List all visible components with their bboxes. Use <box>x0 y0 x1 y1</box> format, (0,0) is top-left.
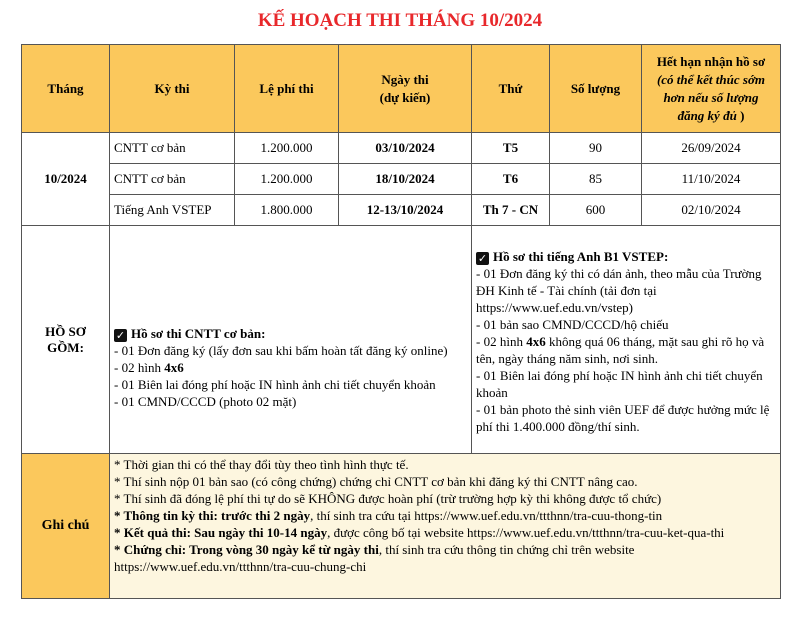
weekday-cell: T6 <box>472 164 550 195</box>
cntt-dossier-title: ✓ Hồ sơ thi CNTT cơ bản: <box>115 326 266 342</box>
header-month: Tháng <box>22 45 110 133</box>
checkbox-icon: ✓ <box>115 329 126 342</box>
table-row <box>22 164 781 195</box>
vstep-item-5: - 01 bản photo thẻ sinh viên UEF để được hưởng mức lệ phí thi 1.400.000 đồng/thí sinh. <box>476 401 770 434</box>
vstep-item-4: - 01 Biên lai đóng phí hoặc IN hình ảnh chi tiết chuyển khoản <box>476 367 763 400</box>
vstep-dossier-cell <box>472 226 781 454</box>
header-fee: Lệ phí thi <box>235 45 339 133</box>
note-line-4: * Thông tin kỳ thi: trước thi 2 ngày, thí sinh tra cứu tại https://www.uef.edu.vn/ttthnn/tra-cuu-thong-tin <box>114 508 663 523</box>
cntt-dossier-cell <box>110 226 472 454</box>
table-header-row <box>22 45 781 133</box>
date-cell: 12-13/10/2024 <box>339 195 472 226</box>
header-date-line1: Ngày thi <box>381 71 429 87</box>
vstep-item-2: - 01 bản sao CMND/CCCD/hộ chiếu <box>476 316 669 332</box>
dossier-label <box>22 226 110 454</box>
quantity-cell: 90 <box>550 133 642 164</box>
fee-cell: 1.800.000 <box>235 195 339 226</box>
deadline-cell: 11/10/2024 <box>642 164 781 195</box>
quantity-cell: 85 <box>550 164 642 195</box>
header-deadline <box>642 45 781 133</box>
vstep-dossier <box>476 245 776 435</box>
dossier-label-line1: HỒ SƠ <box>45 323 86 339</box>
fee-cell: 1.200.000 <box>235 133 339 164</box>
dossier-label-line2: GỒM: <box>47 339 84 355</box>
header-exam: Kỳ thi <box>110 45 235 133</box>
note-line-3: * Thí sinh đã đóng lệ phí thi tự do sẽ KHÔNG được hoàn phí (trừ trường hợp kỳ thi không được tổ chức) <box>114 491 662 506</box>
note-line-5: * Kết quả thi: Sau ngày thi 10-14 ngày, được công bố tại website https://www.uef.edu.vn/ttthnn/tra-cuu-ket-qua-thi <box>114 525 725 540</box>
header-weekday: Thứ <box>472 45 550 133</box>
vstep-item-3: - 02 hình 4x6 không quá 06 tháng, mặt sau ghi rõ họ và tên, ngày tháng năm sinh, nơi sinh. <box>476 333 765 366</box>
fee-cell: 1.200.000 <box>235 164 339 195</box>
notes-content <box>110 454 781 599</box>
cntt-item-3: - 01 Biên lai đóng phí hoặc IN hình ảnh chi tiết chuyển khoản <box>114 377 436 392</box>
cntt-dossier <box>114 269 467 410</box>
weekday-cell: T5 <box>472 133 550 164</box>
date-cell: 03/10/2024 <box>339 133 472 164</box>
cntt-item-1: - 01 Đơn đăng ký (lấy đơn sau khi bấm hoàn tất đăng ký online) <box>114 343 448 358</box>
exam-plan-table <box>21 44 781 599</box>
notes-label: Ghi chú <box>22 454 110 599</box>
note-line-1: * Thời gian thi có thể thay đổi tùy theo tình hình thực tế. <box>114 457 409 472</box>
month-cell: 10/2024 <box>22 133 110 226</box>
cntt-item-4: - 01 CMND/CCCD (photo 02 mặt) <box>114 394 297 409</box>
vstep-item-1: - 01 Đơn đăng ký thi có dán ảnh, theo mẫu của Trường ĐH Kinh tế - Tài chính (tải đơn tại https://www.uef.edu.vn/vstep) <box>476 265 762 315</box>
dossier-row <box>22 226 781 454</box>
exam-cell: CNTT cơ bản <box>110 133 235 164</box>
notes-row <box>22 454 781 599</box>
cntt-item-2: - 02 hình 4x6 <box>114 360 184 375</box>
table-row <box>22 195 781 226</box>
header-date <box>339 45 472 133</box>
table-row <box>22 133 781 164</box>
header-date-line2: (dự kiến) <box>379 89 431 105</box>
header-deadline-line1: Hết hạn nhận hồ sơ <box>656 53 766 69</box>
note-line-2: * Thí sinh nộp 01 bản sao (có công chứng) chứng chỉ CNTT cơ bản khi đăng ký thi CNTT nâng cao. <box>114 474 638 489</box>
checkbox-icon: ✓ <box>477 251 488 265</box>
page-title: KẾ HOẠCH THI THÁNG 10/2024 <box>257 10 543 31</box>
deadline-cell: 02/10/2024 <box>642 195 781 226</box>
header-quantity: Số lượng <box>550 45 642 133</box>
date-cell: 18/10/2024 <box>339 164 472 195</box>
header-deadline-line3: hơn nếu số lượng <box>663 89 759 105</box>
exam-cell: Tiếng Anh VSTEP <box>110 195 235 226</box>
weekday-cell: Th 7 - CN <box>472 195 550 226</box>
header-deadline-line4: đăng ký đủ ) <box>677 107 745 123</box>
deadline-cell: 26/09/2024 <box>642 133 781 164</box>
quantity-cell: 600 <box>550 195 642 226</box>
vstep-dossier-title: ✓ Hồ sơ thi tiếng Anh B1 VSTEP: <box>477 248 669 265</box>
exam-cell: CNTT cơ bản <box>110 164 235 195</box>
header-deadline-line2: (có thể kết thúc sớm <box>656 71 766 87</box>
note-line-6: * Chứng chỉ: Trong vòng 30 ngày kể từ ngày thi, thí sinh tra cứu thông tin chứng chỉ trên website https://www.uef.edu.vn/ttthnn/tra-cuu-chung-chi <box>114 542 635 574</box>
